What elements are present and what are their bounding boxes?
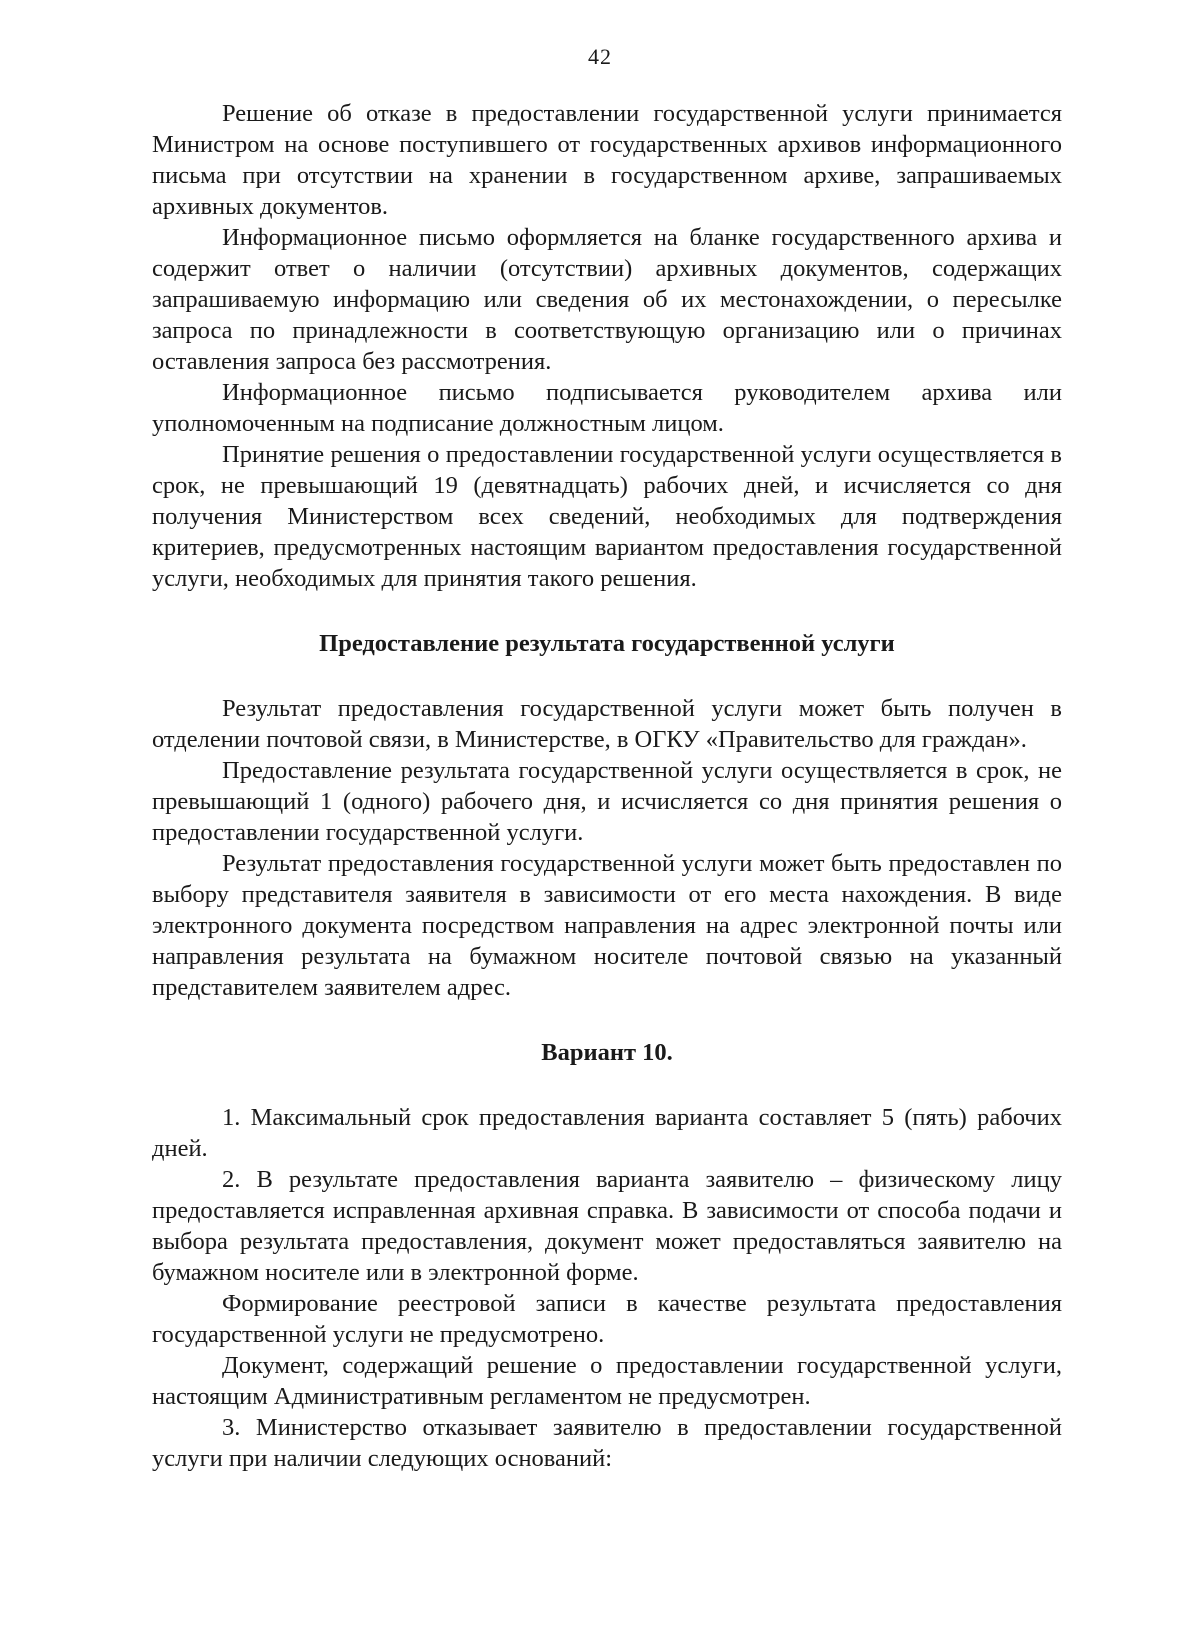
paragraph-refusal-decision: Решение об отказе в предоставлении государственной услуги принимается Министром на основе поступившего от государственных архивов информационного письма при отсутствии на хранении в государственном архиве, запрашиваемых архивных документов. (152, 100, 1062, 220)
paragraph-decision-deadline: Принятие решения о предоставлении государственной услуги осуществляется в срок, не превышающий 19 (девятнадцать) рабочих дней, и исчисляется со дня получения Министерством всех сведений, необходимых для подтверждения критериев, предусмотренных настоящим вариантом предоставления государственной услуги, необходимых для принятия такого решения. (152, 441, 1062, 592)
paragraph-decision-document: Документ, содержащий решение о предоставлении государственной услуги, настоящим Административным регламентом не предусмотрен. (152, 1352, 1062, 1410)
paragraph-info-letter-signing: Информационное письмо подписывается руководителем архива или уполномоченным на подписание должностным лицом. (152, 379, 1062, 437)
page-number: 42 (588, 44, 612, 69)
paragraph-info-letter-form: Информационное письмо оформляется на бланке государственного архива и содержит ответ о наличии (отсутствии) архивных документов, содержащих запрашиваемую информацию или сведения об их местонахождении, о пересылке запроса по принадлежности в соответствующую организацию или о причинах оставления запроса без рассмотрения. (152, 224, 1062, 375)
section-heading-result: Предоставление результата государственной услуги (319, 630, 895, 657)
document-body (152, 98, 1062, 1474)
paragraph-item-3: 3. Министерство отказывает заявителю в предоставлении государственной услуги при наличии следующих оснований: (152, 1414, 1062, 1472)
paragraph-registry-record: Формирование реестровой записи в качестве результата предоставления государственной услуги не предусмотрено. (152, 1290, 1062, 1348)
paragraph-item-2: 2. В результате предоставления варианта заявителю – физическому лицу предоставляется исправленная архивная справка. В зависимости от способа подачи и выбора результата предоставления, документ может предоставляться заявителю на бумажном носителе или в электронной форме. (152, 1166, 1062, 1286)
paragraph-item-1: 1. Максимальный срок предоставления варианта составляет 5 (пять) рабочих дней. (152, 1104, 1062, 1162)
paragraph-result-deadline: Предоставление результата государственной услуги осуществляется в срок, не превышающий 1 (одного) рабочего дня, и исчисляется со дня принятия решения о предоставлении государственной услуги. (152, 757, 1062, 846)
paragraph-result-delivery: Результат предоставления государственной услуги может быть предоставлен по выбору представителя заявителя в зависимости от его места нахождения. В виде электронного документа посредством направления на адрес электронной почты или направления результата на бумажном носителе почтовой связью на указанный представителем заявителем адрес. (152, 850, 1062, 1001)
paragraph-result-receipt: Результат предоставления государственной услуги может быть получен в отделении почтовой связи, в Министерстве, в ОГКУ «Правительство для граждан». (152, 695, 1062, 753)
section-heading-variant-10: Вариант 10. (541, 1039, 673, 1066)
